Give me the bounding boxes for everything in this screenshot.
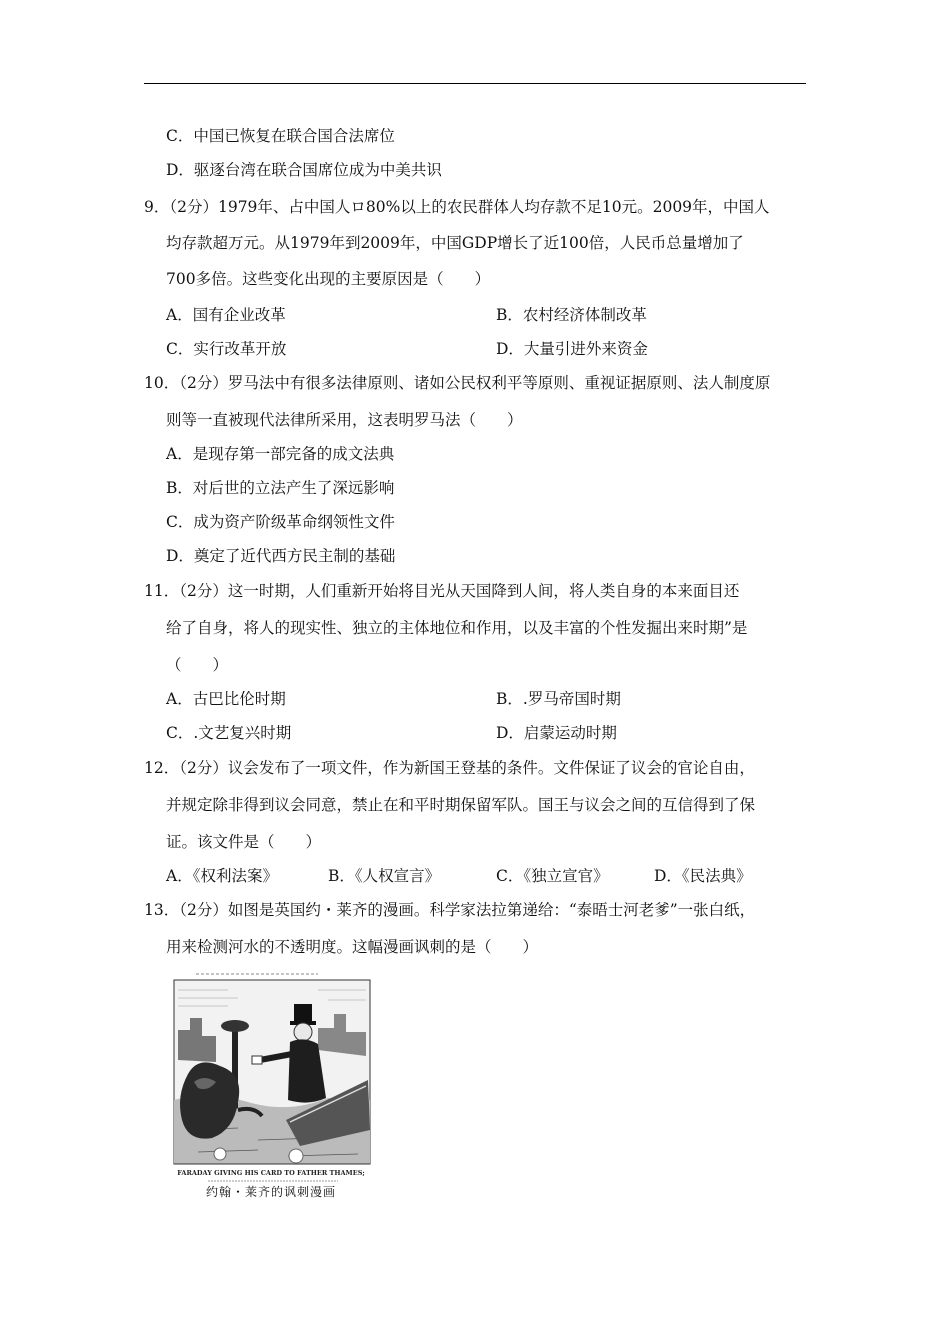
- question-11-option-b: B．.罗马帝国时期: [496, 690, 621, 708]
- question-10-option-a: A．是现存第一部完备的成文法典: [166, 445, 395, 463]
- question-11-option-a: A．古巴比伦时期: [166, 690, 286, 708]
- cartoon-subcaption: 约翰・莱齐的讽刺漫画: [205, 1185, 337, 1199]
- question-12-line2: 并规定除非得到议会同意，禁止在和平时期保留军队。国王与议会之间的互信得到了保: [166, 796, 756, 814]
- question-12-line3: 证。该文件是（ ）: [166, 833, 322, 851]
- question-9-line1: 9．（2分）1979年、占中国人ロ80%以上的农民群体人均存款不足10元。2009年，中国人: [144, 198, 770, 216]
- question-13-line1: 13．（2分）如图是英国约・莱齐的漫画。科学家法拉第递给：“泰晤士河老爹”一张白纸，: [144, 901, 756, 919]
- faraday-cartoon-image: [168, 970, 374, 1202]
- option-d: D．驱逐台湾在联合国席位成为中美共识: [166, 161, 442, 179]
- question-11-line1: 11．（2分）这一时期，人们重新开始将目光从天国降到人间，将人类自身的本来面目还: [144, 582, 740, 600]
- question-10-option-d: D．奠定了近代西方民主制的基础: [166, 547, 396, 565]
- question-9-option-b: B．农村经济体制改革: [496, 306, 647, 324]
- option-c: C．中国已恢复在联合国合法席位: [166, 127, 395, 145]
- question-11-option-d: D．启蒙运动时期: [496, 724, 617, 742]
- header-rule: [144, 83, 806, 84]
- question-12-option-c: C．《独立宣官》: [496, 867, 609, 885]
- question-11-option-c: C．.文艺复兴时期: [166, 724, 292, 742]
- cartoon-caption: FARADAY GIVING HIS CARD TO FATHER THAMES;: [177, 1169, 365, 1177]
- question-10-option-c: C．成为资产阶级革命纲领性文件: [166, 513, 395, 531]
- question-10-line1: 10．（2分）罗马法中有很多法律原则、诸如公民权利平等原则、重视证据原则、法人制度原: [144, 374, 771, 392]
- question-11-line2: 给了自身，将人的现实性、独立的主体地位和作用，以及丰富的个性发掘出来时期”是: [166, 619, 748, 637]
- cartoon-drawing: [168, 970, 374, 1202]
- question-12-line1: 12．（2分）议会发布了一项文件，作为新国王登基的条件。文件保证了议会的官论自由，: [144, 759, 755, 777]
- question-12-option-b: B．《人权宣言》: [328, 867, 441, 885]
- question-12-option-d: D．《民法典》: [654, 867, 752, 885]
- question-10-option-b: B．对后世的立法产生了深远影响: [166, 479, 395, 497]
- question-9-line2: 均存款超万元。从1979年到2009年，中国GDP增长了近100倍，人民币总量增加了: [166, 234, 744, 252]
- question-9-line3: 700多倍。这些变化出现的主要原因是（ ）: [166, 270, 491, 288]
- question-9-option-a: A．国有企业改革: [166, 306, 286, 324]
- question-12-option-a: A．《权利法案》: [166, 867, 278, 885]
- question-9-option-d: D．大量引进外来资金: [496, 340, 648, 358]
- question-13-line2: 用来检测河水的不透明度。这幅漫画讽刺的是（ ）: [166, 938, 539, 956]
- question-9-option-c: C．实行改革开放: [166, 340, 287, 358]
- question-10-line2: 则等一直被现代法律所采用，这表明罗马法（ ）: [166, 411, 523, 429]
- question-11-line3: （ ）: [166, 656, 229, 674]
